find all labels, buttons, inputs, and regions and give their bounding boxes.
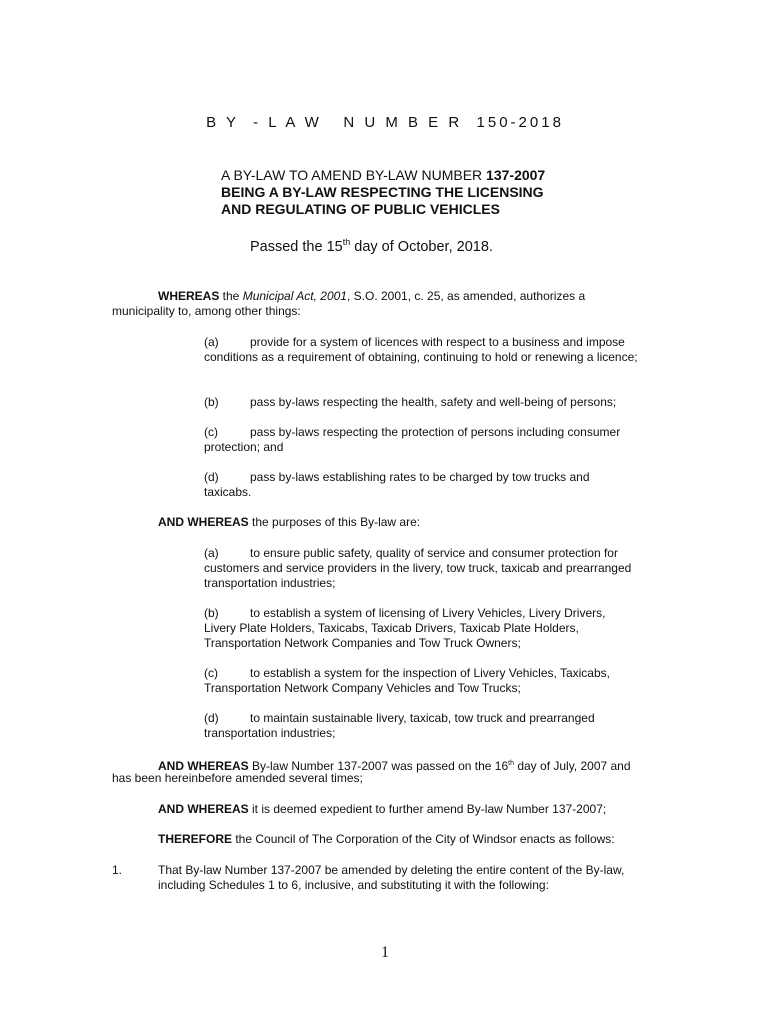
purpose-item-c: (c) to establish a system for the inspection of Livery Vehicles, Taxicabs, Transportation Network Company Vehicles and Tow Trucks; <box>204 666 610 695</box>
whereas-paragraph-1: WHEREAS the Municipal Act, 2001, S.O. 2001, c. 25, as amended, authorizes a <box>158 289 586 303</box>
bylaw-title: B Y - L A W N U M B E R 150-2018 <box>206 114 564 131</box>
purpose-item-a: (a) to ensure public safety, quality of service and consumer protection for customers and service providers in the livery, tow truck, taxicab and prearranged transportation industries; <box>204 546 632 590</box>
clause-1-line-2: including Schedules 1 to 6, inclusive, and substituting it with the following: <box>158 878 549 892</box>
whereas-paragraph-3-cont: has been hereinbefore amended several times; <box>112 771 363 785</box>
purpose-item-b: (b) to establish a system of licensing of Livery Vehicles, Livery Drivers, Livery Plate Holders, Taxicabs, Taxicab Drivers, Taxicab Plate Holders, Transportation Network Companies and Tow Truck Owners; <box>204 606 606 650</box>
power-item-c: (c) pass by-laws respecting the protection of persons including consumer protection; and <box>204 425 621 454</box>
heading-line-1: A BY-LAW TO AMEND BY-LAW NUMBER 137-2007 <box>221 167 546 183</box>
power-item-d: (d) pass by-laws establishing rates to be charged by tow trucks and taxicabs. <box>204 470 590 499</box>
power-item-b: (b) pass by-laws respecting the health, safety and well-being of persons; <box>204 395 617 409</box>
clause-1-number: 1. <box>112 863 123 877</box>
passed-date: Passed the 15th day of October, 2018. <box>250 237 493 255</box>
page-number: 1 <box>381 944 389 961</box>
clause-1-line-1: That By-law Number 137-2007 be amended by deleting the entire content of the By-law, <box>158 863 625 877</box>
therefore-paragraph: THEREFORE the Council of The Corporation of the City of Windsor enacts as follows: <box>158 832 615 846</box>
whereas-paragraph-4: AND WHEREAS it is deemed expedient to further amend By-law Number 137-2007; <box>158 802 607 816</box>
bylaw-heading <box>221 167 545 218</box>
heading-line-3: AND REGULATING OF PUBLIC VEHICLES <box>221 201 500 217</box>
heading-line-2: BEING A BY-LAW RESPECTING THE LICENSING <box>221 184 544 200</box>
whereas-paragraph-2: AND WHEREAS the purposes of this By-law are: <box>158 515 421 529</box>
whereas-paragraph-3: AND WHEREAS By-law Number 137-2007 was passed on the 16th day of July, 2007 and <box>158 759 631 773</box>
power-item-a: (a) provide for a system of licences with respect to a business and impose conditions as a requirement of obtaining, continuing to hold or renewing a licence; <box>204 335 638 364</box>
whereas-paragraph-1-cont: municipality to, among other things: <box>112 304 301 318</box>
purpose-item-d: (d) to maintain sustainable livery, taxicab, tow truck and prearranged transportation industries; <box>204 711 595 740</box>
